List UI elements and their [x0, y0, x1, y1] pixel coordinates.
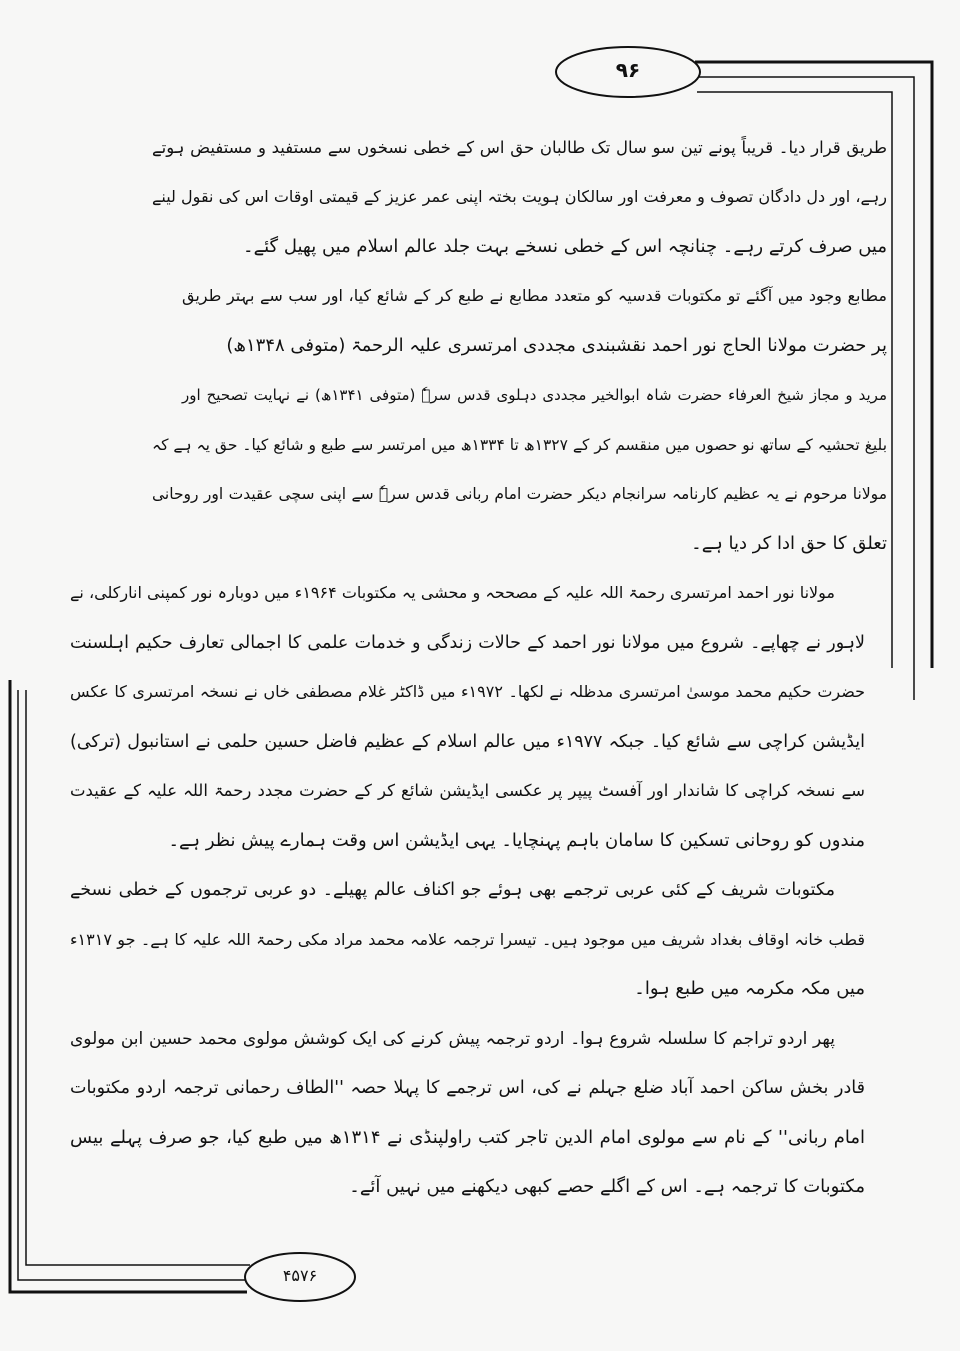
text-line: ایڈیشن کراچی سے شائع کیا۔ جبکہ ۱۹۷۷ء میں عالم اسلام کے عظیم فاضل حسین حلمی نے استانبول (ترکی) — [70, 732, 865, 752]
text-line: مندوں کو روحانی تسکین کا سامان باہم پہنچایا۔ یہی ایڈیشن اس وقت ہمارے پیش نظر ہے۔ — [168, 830, 865, 851]
text-line: پھر اردو تراجم کا سلسلہ شروع ہوا۔ اردو ترجمہ پیش کرنے کی ایک کوشش مولوی محمد حسین ابن مولوی — [70, 1029, 835, 1049]
text-line: مرید و مجاز شیخ العرفاء حضرت شاہ ابوالخیر مجددی دہلوی قدس سرہٗ (متوفی ۱۳۴۱ھ) نے نہایت تصحیح اور — [182, 386, 887, 404]
text-line: سے نسخہ کراچی کا شاندار اور آفسٹ پیپر پر عکسی ایڈیشن شائع کر کے حضرت مجدد رحمۃ اللہ علیہ کے عقیدت — [70, 781, 865, 800]
text-line: مکتوبات شریف کے کئی عربی ترجمے بھی ہوئے جو اکناف عالم پھیلے۔ دو عربی ترجموں کے خطی نسخے — [70, 880, 835, 900]
text-line: قادر بخش ساکن احمد آباد ضلع جہلم نے کی، اس ترجمے کا پہلا حصہ ''الطاف رحمانی ترجمہ اردو مکتوبات — [70, 1078, 865, 1098]
text-line: میں مکہ مکرمہ میں طبع ہوا۔ — [634, 978, 865, 999]
text-line: لاہور نے چھاپے۔ شروع میں مولانا نور احمد کے حالات زندگی و خدمات علمی کا اجمالی تعارف حکیم اہلسنت — [70, 633, 865, 653]
text-line: میں صرف کرتے رہے۔ چنانچہ اس کے خطی نسخے بہت جلد عالم اسلام میں پھیل گئے۔ — [243, 236, 887, 257]
text-line: بلیغ تحشیہ کے ساتھ نو حصوں میں منقسم کر کے ۱۳۲۷ھ تا ۱۳۳۴ھ میں امرتسر سے طبع و شائع کیا۔ حق یہ ہے کہ — [152, 436, 888, 454]
text-line: تعلق کا حق ادا کر دیا ہے۔ — [691, 533, 887, 554]
text-line: مکتوبات کا ترجمہ ہے۔ اس کے اگلے حصے کبھی دیکھنے میں نہیں آئے۔ — [349, 1176, 865, 1197]
text-line: امام ربانی'' کے نام سے مولوی امام الدین تاجر کتب راولپنڈی نے ۱۳۱۴ھ میں طبع کیا، جو صرف پہلے بیس — [70, 1127, 866, 1148]
text-line: حضرت حکیم محمد موسیٰ امرتسری مدظلہ نے لکھا۔ ۱۹۷۲ء میں ڈاکٹر غلام مصطفی خاں نے نسخہ امرتسری کا عکس — [70, 682, 866, 701]
top-page-number: ۹۶ — [615, 58, 641, 82]
text-line: رہے، اور دل دادگان تصوف و معرفت اور سالکان ہویت بختہ اپنی عمر عزیز کے قیمتی اوقات اس کی نقول لینے — [152, 187, 887, 206]
text-line: مولانا مرحوم نے یہ عظیم کارنامہ سرانجام دیکر حضرت امام ربانی قدس سرہٗ سے اپنی سچی عقیدت اور روحانی — [152, 485, 887, 503]
text-line: مطابع وجود میں آگئے تو مکتوبات قدسیہ کو متعدد مطابع نے طبع کر کے شائع کیا، اور سب سے بہتر طریق — [182, 286, 887, 305]
text-line: پر حضرت مولانا الحاج نور احمد نقشبندی مجددی امرتسری علیہ الرحمۃ (متوفی ۱۳۴۸ھ) — [226, 335, 887, 356]
bottom-page-number: ۴۵۷۶ — [282, 1266, 318, 1285]
text-line: طریق قرار دیا۔ قریباً پونے تین سو سال تک طالبان حق اس کے خطی نسخوں سے مستفید و مستفیض ہوتے — [152, 138, 887, 157]
text-line: قطب خانہ اوقاف بغداد شریف میں موجود ہیں۔ تیسرا ترجمہ علامہ محمد مراد مکی رحمۃ اللہ علیہ کا ہے۔ جو ۱۳۱۷ء — [70, 930, 865, 949]
text-line: مولانا نور احمد امرتسری رحمۃ اللہ علیہ کے مصححہ و محشی یہ مکتوبات ۱۹۶۴ء میں دوبارہ نور کمپنی انارکلی، نے — [70, 583, 835, 602]
